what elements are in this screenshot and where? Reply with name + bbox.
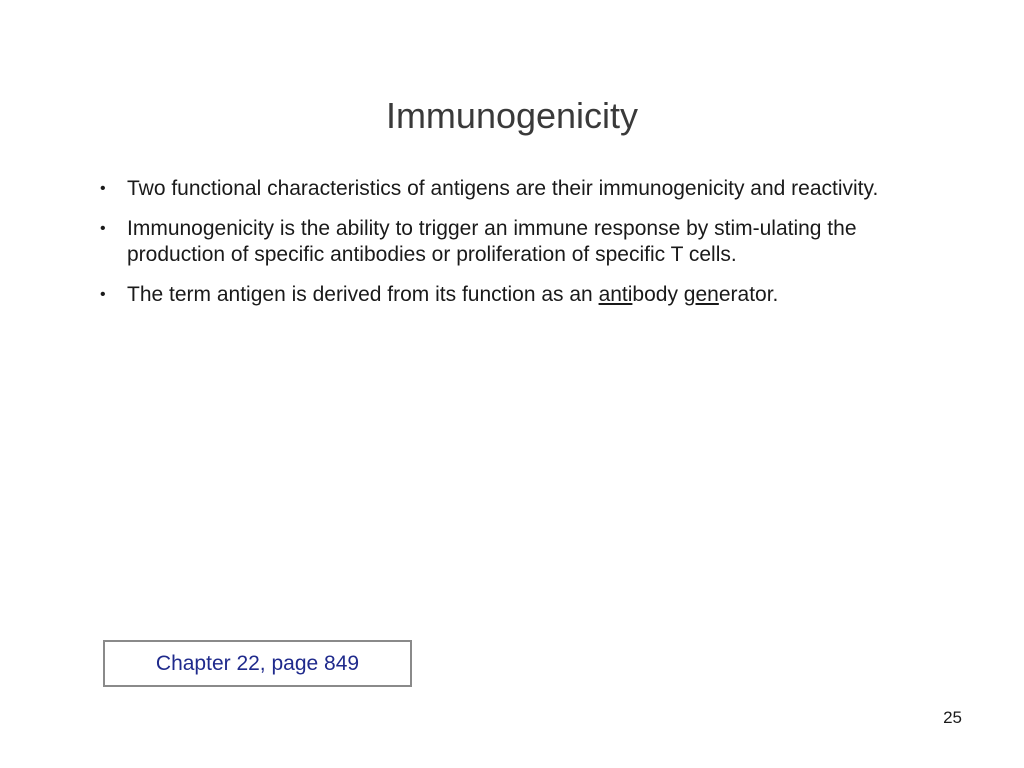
bullet-marker: • xyxy=(100,286,106,303)
reference-text: Chapter 22, page 849 xyxy=(155,651,360,675)
bullet-text-part: Immunogenicity is the ability to trigger an immune response by stim-ulating the production of specific antibodies or proliferation of specific T cells. xyxy=(127,217,857,266)
underlined-text-gen: gen xyxy=(683,283,719,306)
bullet-text xyxy=(127,177,878,200)
bullet-text-part: body xyxy=(632,283,684,306)
underlined-text-anti: anti xyxy=(598,283,633,306)
bullet-text-part: Two functional characteristics of antigens are their immunogenicity and reactivity. xyxy=(127,177,879,200)
bullet-text-part: The term antigen is derived from its function as an xyxy=(127,283,599,306)
reference-box xyxy=(103,640,412,687)
bullet-text xyxy=(127,217,857,266)
bullet-item xyxy=(100,282,940,308)
bullet-list xyxy=(100,176,940,322)
page-number: 25 xyxy=(943,708,962,727)
bullet-item xyxy=(100,176,940,202)
bullet-item xyxy=(100,216,940,268)
slide-title: Immunogenicity xyxy=(385,95,639,136)
bullet-marker: • xyxy=(100,180,106,197)
bullet-text-part: erator. xyxy=(718,283,779,306)
bullet-marker: • xyxy=(100,220,106,237)
bullet-text xyxy=(127,283,778,306)
